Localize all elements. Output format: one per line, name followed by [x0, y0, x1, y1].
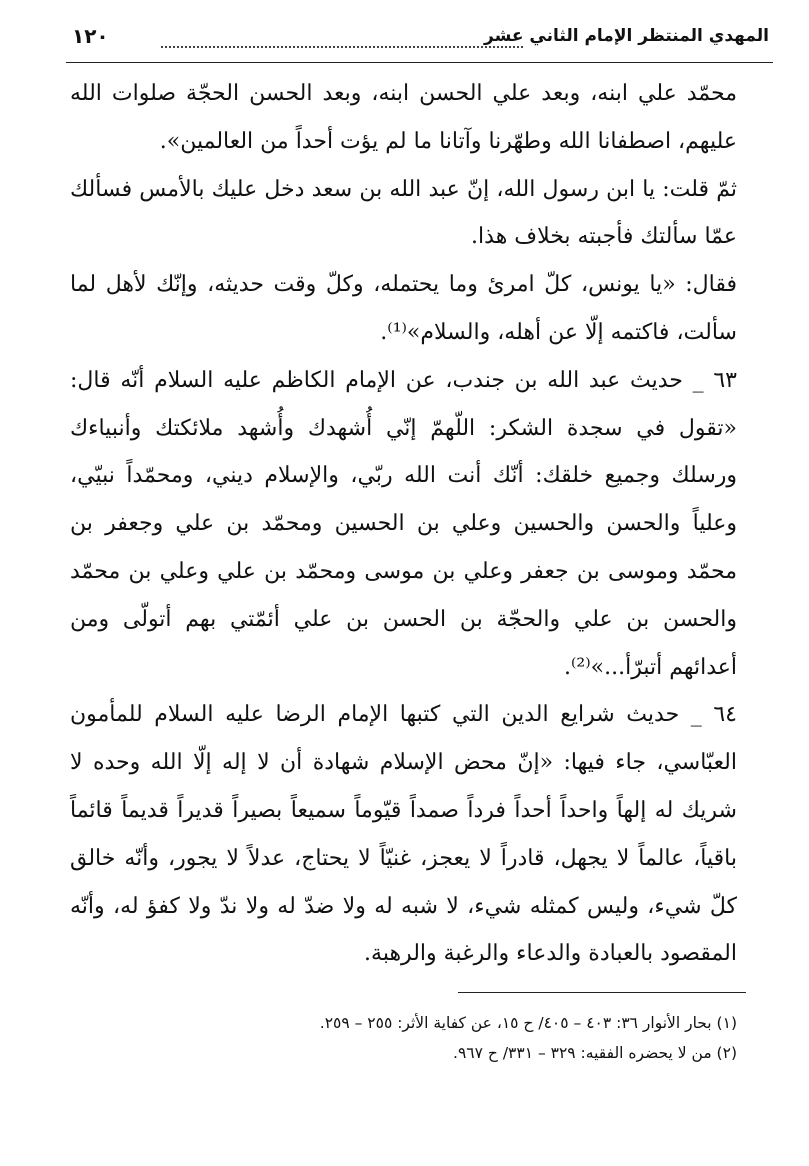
footnote: (٢) من لا يحضره الفقيه: ٣٢٩ – ٣٣١/ ح ٩٦٧.: [453, 1044, 737, 1062]
header-dot-leader: [161, 46, 523, 48]
footnote: (١) بحار الأنوار ٣٦: ٤٠٣ – ٤٠٥/ ح ١٥، عن كفاية الأثر: ٢٥٥ – ٢٥٩.: [319, 1014, 737, 1032]
paragraph: ٦٣ _ حديث عبد الله بن جندب، عن الإمام الكاظم عليه السلام أنّه قال: «تقول في سجدة الشكر: اللّهمّ إنّي أُشهدك وأُشهد ملائكتك وأنبياءك ورسلك وجميع خلقك: أنّك أنت الله ربّي، والإسلام ديني، ومحمّداً نبيّي، وعلياً والحسن والحسين وعلي بن الحسين ومحمّد بن علي وجعفر بن محمّد وموسى بن جعفر وعلي بن موسى ومحمّد بن علي وعلي بن محمّد والحسن بن علي والحجّة بن الحسن بن علي أئمّتي بهم أتولّى ومن أعدائهم أتبرّأ...»⁽²⁾.: [70, 367, 737, 680]
body-text: [70, 70, 737, 978]
paragraph: محمّد علي ابنه، وبعد علي الحسن ابنه، وبعد الحسن الحجّة صلوات الله عليهم، اصطفانا الله وطهّرنا وآتانا ما لم يؤت أحداً من العالمين».: [70, 81, 737, 154]
paragraph: فقال: «يا يونس، كلّ امرئ وما يحتمله، وكلّ وقت حديثه، وإنّك لأهل لما سألت، فاكتمه إلّا عن أهله، والسلام»⁽¹⁾.: [70, 272, 737, 345]
paragraph: ٦٤ _ حديث شرايع الدين التي كتبها الإمام الرضا عليه السلام للمأمون العبّاسي، جاء فيها: «إنّ محض الإسلام شهادة أن لا إله إلّا الله وحده لا شريك له إلهاً واحداً أحداً فرداً صمداً قيّوماً سميعاً بصيراً قديراً قديماً قائماً باقياً، عالماً لا يجهل، قادراً لا يعجز، غنيّاً لا يحتاج، عدلاً لا يجور، وأنّه خالق كلّ شيء، وليس كمثله شيء، لا شبه له ولا ضدّ له ولا ندّ ولا كفؤ له، وأنّه المقصود بالعبادة والدعاء والرغبة والرهبة.: [70, 702, 737, 967]
header-title: المهدي المنتظر الإمام الثاني عشر: [484, 26, 769, 46]
footnote-separator: [458, 992, 746, 993]
page-number: ١٢٠: [72, 24, 109, 48]
footnotes: [70, 1008, 737, 1068]
running-header: [66, 24, 773, 63]
paragraph: ثمّ قلت: يا ابن رسول الله، إنّ عبد الله بن سعد دخل عليك بالأمس فسألك عمّا سألتك فأجبته بخلاف هذا.: [70, 176, 737, 250]
